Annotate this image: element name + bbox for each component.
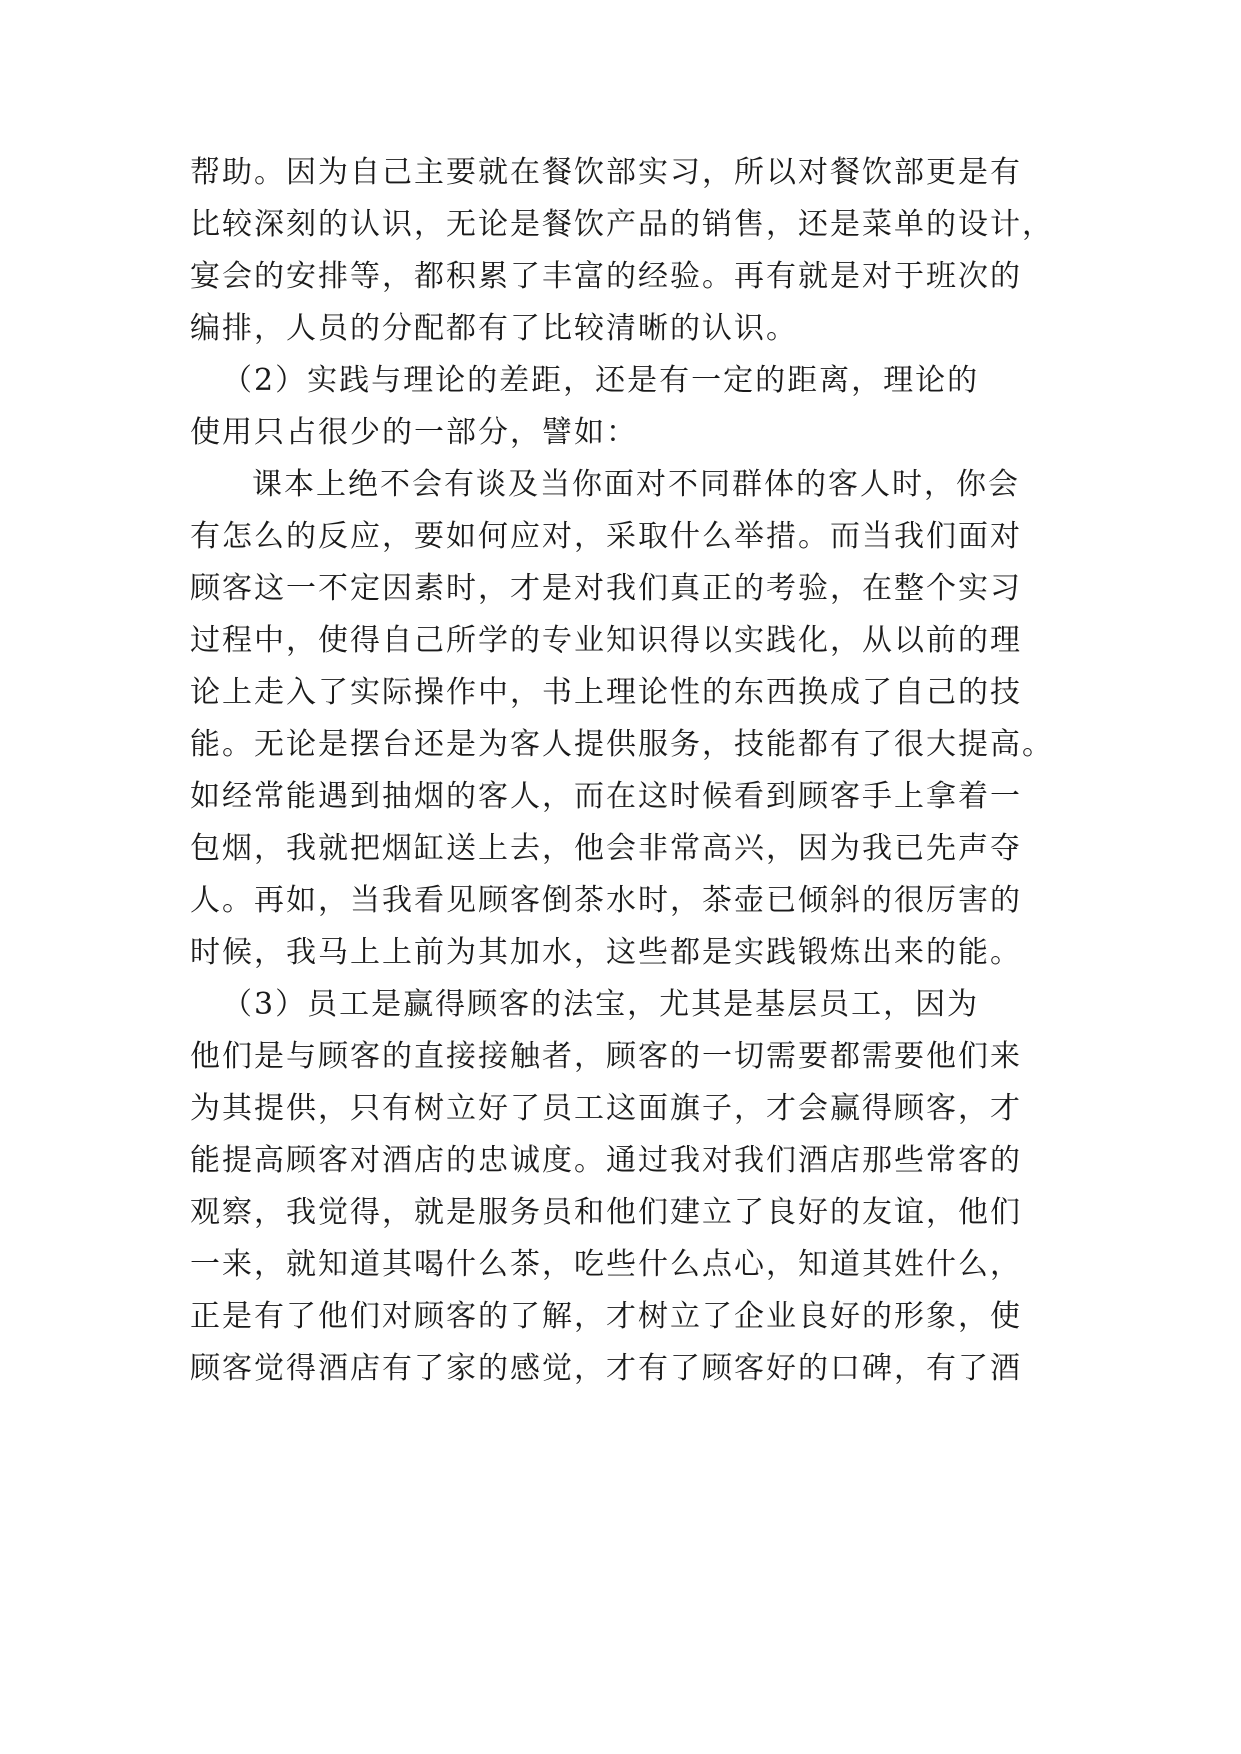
text-line: 时候，我马上上前为其加水，这些都是实践锻炼出来的能。 bbox=[190, 935, 1022, 970]
text-line: 顾客觉得酒店有了家的感觉，才有了顾客好的口碑，有了酒 bbox=[190, 1351, 1022, 1386]
text-line: 人。再如，当我看见顾客倒茶水时，茶壶已倾斜的很厉害的 bbox=[190, 883, 1022, 918]
text-line: 他们是与顾客的直接接触者，顾客的一切需要都需要他们来 bbox=[190, 1039, 1022, 1074]
text-line: 论上走入了实际操作中，书上理论性的东西换成了自己的技 bbox=[190, 675, 1022, 710]
text-line: 一来，就知道其喝什么茶，吃些什么点心，知道其姓什么， bbox=[190, 1247, 1022, 1282]
text-line: 过程中，使得自己所学的专业知识得以实践化，从以前的理 bbox=[190, 623, 1022, 658]
text-line: 宴会的安排等，都积累了丰富的经验。再有就是对于班次的 bbox=[190, 259, 1022, 294]
text-line: 能提高顾客对酒店的忠诚度。通过我对我们酒店那些常客的 bbox=[190, 1143, 1022, 1178]
paragraph-start-line: （2）实践与理论的差距，还是有一定的距离，理论的 bbox=[222, 363, 980, 398]
text-line: 编排，人员的分配都有了比较清晰的认识。 bbox=[190, 311, 798, 346]
text-line: 使用只占很少的一部分，譬如： bbox=[190, 415, 638, 450]
text-line: 帮助。因为自己主要就在餐饮部实习，所以对餐饮部更是有 bbox=[190, 155, 1022, 190]
text-line: 能。无论是摆台还是为客人提供服务，技能都有了很大提高。 bbox=[190, 727, 1054, 762]
text-line: 有怎么的反应，要如何应对，采取什么举措。而当我们面对 bbox=[190, 519, 1022, 554]
paragraph-start-line: （3）员工是赢得顾客的法宝，尤其是基层员工，因为 bbox=[222, 987, 980, 1022]
text-line: 观察，我觉得，就是服务员和他们建立了良好的友谊，他们 bbox=[190, 1195, 1022, 1230]
text-line: 为其提供，只有树立好了员工这面旗子，才会赢得顾客，才 bbox=[190, 1091, 1022, 1126]
paragraph-start-line: 课本上绝不会有谈及当你面对不同群体的客人时，你会 bbox=[252, 467, 1020, 502]
text-line: 如经常能遇到抽烟的客人，而在这时候看到顾客手上拿着一 bbox=[190, 779, 1022, 814]
text-line: 比较深刻的认识，无论是餐饮产品的销售，还是菜单的设计， bbox=[190, 207, 1054, 242]
text-line: 正是有了他们对顾客的了解，才树立了企业良好的形象，使 bbox=[190, 1299, 1022, 1334]
text-line: 包烟，我就把烟缸送上去，他会非常高兴，因为我已先声夺 bbox=[190, 831, 1022, 866]
text-line: 顾客这一不定因素时，才是对我们真正的考验，在整个实习 bbox=[190, 571, 1022, 606]
